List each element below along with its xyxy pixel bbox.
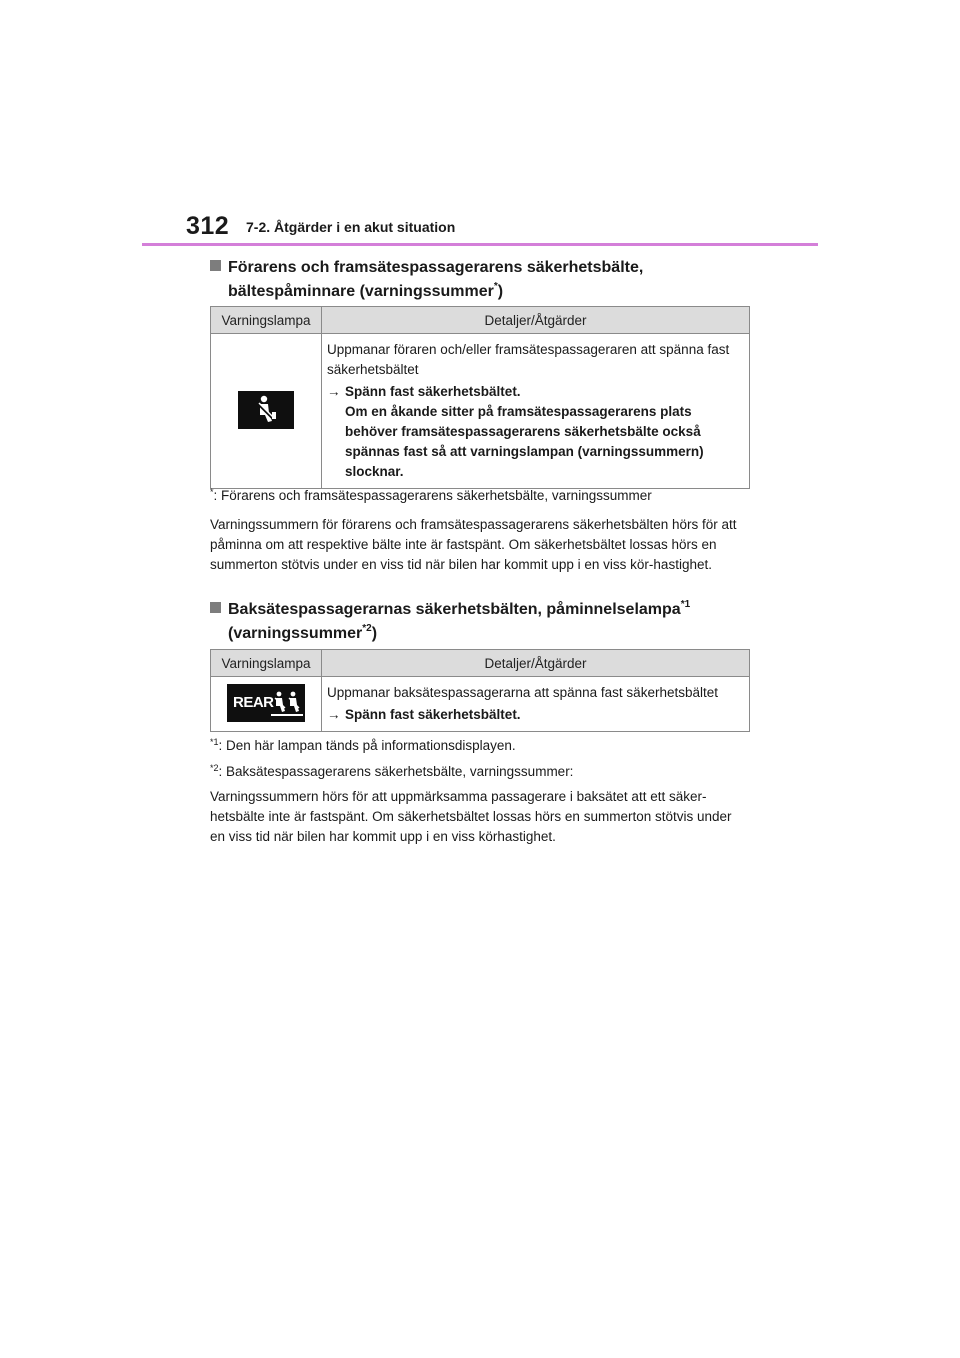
table1-action-line1: Spänn fast säkerhetsbältet.	[345, 384, 521, 399]
section2-footnote1-mark: *1	[210, 737, 219, 747]
section2-heading-sup1: *1	[680, 599, 691, 610]
square-bullet-icon	[210, 260, 221, 271]
section2-paragraph: Varningssummern hörs för att uppmärksamma passagerare i baksätet att ett säker-hetsbälte inte är fastspänt. Om säkerhetsbältet lossas hörs en summerton stötvis under en viss tid när bilen har kommit upp i en viss körhastighet.	[210, 789, 732, 844]
arrow-right-icon: →	[327, 384, 341, 399]
arrow-right-icon: →	[327, 707, 341, 722]
table2-header-lamp: Varningslampa	[211, 650, 322, 677]
section2-footnote2	[210, 762, 573, 782]
section1-heading	[210, 256, 643, 304]
front-seatbelt-table	[210, 306, 750, 489]
table2-action-line1: Spänn fast säkerhetsbältet.	[345, 707, 521, 722]
rear-seatbelt-warning-icon	[227, 684, 305, 722]
table1-description: Uppmanar föraren och/eller framsätespassageraren att spänna fast säkerhetsbältet	[327, 342, 730, 377]
table1-header-lamp: Varningslampa	[211, 307, 322, 334]
section2-heading-line1: Baksätespassagerarnas säkerhetsbälten, påminnelselampa	[228, 601, 681, 618]
section-title: 7-2. Åtgärder i en akut situation	[246, 219, 456, 235]
rear-lamp-text: REAR	[233, 693, 274, 711]
table1-details-cell	[322, 334, 750, 489]
table1-action	[327, 382, 743, 482]
table2-header-details: Detaljer/Åtgärder	[322, 650, 750, 677]
section2-heading	[210, 598, 690, 646]
section1-heading-close: )	[497, 283, 504, 300]
rear-seatbelt-table	[210, 649, 750, 732]
table2-description: Uppmanar baksätespassagerarna att spänna fast säkerhetsbältet	[327, 685, 718, 700]
table2-action	[327, 705, 743, 725]
section2-footnote2-mark: *2	[210, 763, 219, 773]
table2-lamp-cell	[211, 677, 322, 732]
table1-lamp-cell	[211, 334, 322, 489]
square-bullet-icon	[210, 602, 221, 613]
section1-paragraph: Varningssummern för förarens och framsätespassagerarens säkerhetsbälten hörs för att påminna om att respektive bälte inte är fastspänt. Om säkerhetsbältet lossas hörs en summerton stötvis under en viss tid när bilen har kommit upp i en viss kör-hastighet.	[210, 517, 737, 572]
table1-header-details: Detaljer/Åtgärder	[322, 307, 750, 334]
section1-footnote-mark: *	[210, 487, 214, 497]
section1-footnote-text: : Förarens och framsätespassagerarens säkerhetsbälte, varningssummer	[213, 488, 652, 503]
section1-heading-line1: Förarens och framsätespassagerarens säkerhetsbälte,	[228, 259, 644, 276]
section2-heading-sup2: *2	[362, 623, 372, 634]
table2-details-cell	[322, 677, 750, 732]
page-number: 312	[186, 212, 230, 240]
section2-heading-close: )	[371, 625, 378, 642]
header-rule	[142, 243, 818, 246]
section1-heading-sup: *	[493, 281, 498, 292]
section2-footnote1-text: : Den här lampan tänds på informationsdisplayen.	[218, 738, 516, 753]
section2-footnote2-text: : Baksätespassagerarens säkerhetsbälte, varningssummer:	[218, 764, 574, 779]
section1-footnote	[210, 486, 652, 506]
table1-action-line2: Om en åkande sitter på framsätespassagerarens plats behöver framsätespassagerarens säkerhetsbälte också spännas fast så att varningslampan (varningssummern) slocknar.	[345, 404, 704, 479]
section1-heading-line2: bältespåminnare (varningssummer	[228, 283, 494, 300]
section2-heading-line2: (varningssummer	[228, 625, 363, 642]
section2-footnote1	[210, 736, 516, 756]
seatbelt-warning-icon	[238, 391, 294, 429]
